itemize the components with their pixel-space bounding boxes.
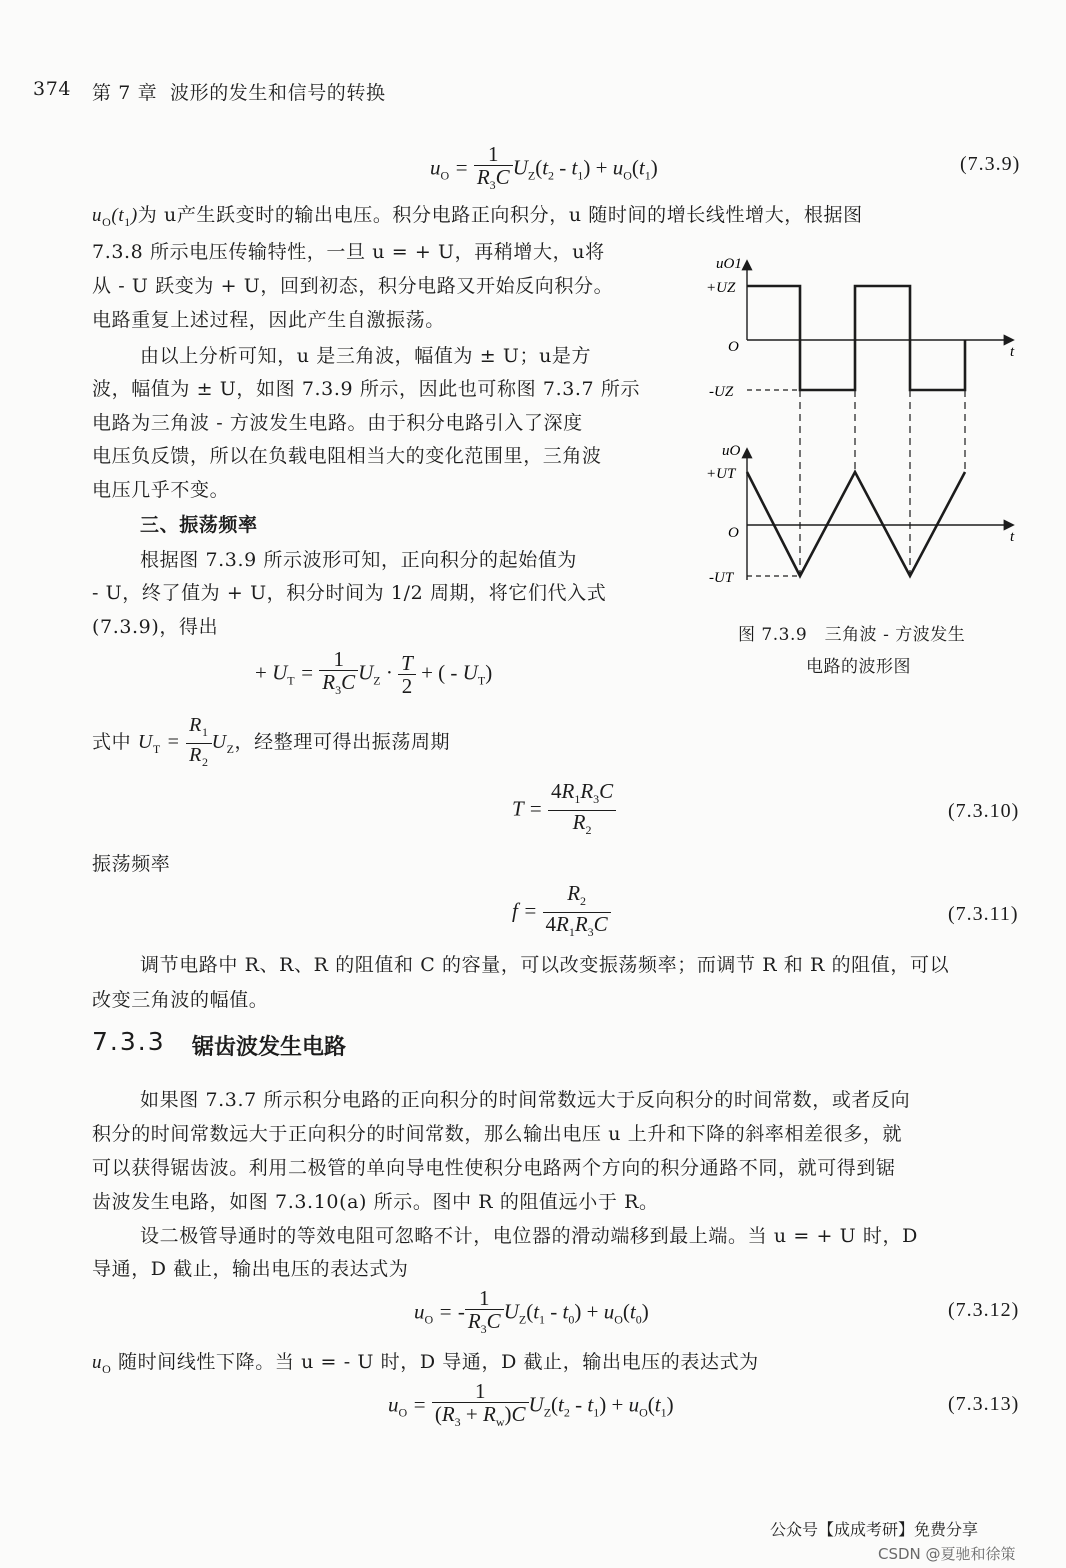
paragraph-line: 改变三角波的幅值。 <box>92 989 269 1011</box>
paragraph-line: 电路重复上述过程，因此产生自激振荡。 <box>92 309 445 331</box>
paragraph-line: 导通，D 截止，输出电压的表达式为 <box>92 1258 409 1280</box>
paragraph-line: 波，幅值为 ± U，如图 7.3.9 所示，因此也可称图 7.3.7 所示 <box>92 378 641 400</box>
top-minus-label: -UZ <box>709 384 734 400</box>
chapter-title: 波形的发生和信号的转换 <box>170 82 386 104</box>
figure-caption: 电路的波形图 <box>806 657 911 677</box>
paragraph-line: 积分的时间常数远大于正向积分的时间常数，那么输出电压 u 上升和下降的斜率相差很多，就 <box>92 1123 903 1145</box>
chapter-label: 第 7 章 <box>92 82 158 104</box>
top-ylabel: uO1 <box>716 256 742 272</box>
paragraph-line: 调节电路中 R、R、R 的阻值和 C 的容量，可以改变振荡频率；而调节 R 和 R 的阻值，可以 <box>140 954 950 976</box>
top-plus-label: +UZ <box>706 280 736 296</box>
bottom-t-label: t <box>1010 529 1015 545</box>
equation-739: $u_O$ = $\frac{1}{R_3C}$ $U_Z(t_2 - t_1) + u_O(t_1)$ <box>430 142 658 193</box>
paragraph-line: 电压几乎不变。 <box>92 479 230 501</box>
paragraph-line: 电路为三角波 - 方波发生电路。由于积分电路引入了深度 <box>92 412 583 434</box>
paragraph-line: 电压负反馈，所以在负载电阻相当大的变化范围里，三角波 <box>92 445 602 467</box>
share-note: 公众号【成成考研】免费分享 <box>770 1520 979 1539</box>
top-origin-label: O <box>728 339 739 355</box>
equation-number-7313: (7.3.13) <box>948 1393 1020 1415</box>
paragraph-line: $u_O$ 随时间线性下降。当 u = - U 时，D 导通，D 截止，输出电压的表达式为 <box>92 1351 759 1376</box>
paragraph-line: 7.3.8 所示电压传输特性，一旦 u = + U，再稍增大，u将 <box>92 241 605 263</box>
section-heading: 三、振荡频率 <box>140 514 258 536</box>
section-title: 锯齿波发生电路 <box>192 1034 347 1060</box>
bottom-ylabel: uO <box>722 443 741 459</box>
paragraph-line: - U，终了值为 + U，积分时间为 1/2 周期，将它们代入式 <box>92 582 607 604</box>
equation-7310: T = $\frac{4R_1R_3C}{R_2}$ <box>512 780 616 841</box>
equation-7311: f = $\frac{R_2}{4R_1R_3C}$ <box>512 882 611 943</box>
top-t-label: t <box>1010 344 1015 360</box>
paragraph-line: 振荡频率 <box>92 853 171 875</box>
paragraph-line: (7.3.9)，得出 <box>92 616 219 638</box>
paragraph-line: 式中 $U_T$ = $\frac{R_1}{R_2}$ $U_Z$，经整理可得出振荡周期 <box>92 714 451 769</box>
section-number: 7.3.3 <box>92 1027 166 1056</box>
paragraph-line: 设二极管导通时的等效电阻可忽略不计，电位器的滑动端移到最上端。当 u = + U 时，D <box>140 1225 918 1247</box>
paragraph-line: 可以获得锯齿波。利用二极管的单向导电性使积分电路两个方向的积分通路不同，就可得到锯 <box>92 1157 896 1179</box>
triangle-wave <box>747 472 965 576</box>
paragraph-line: 从 - U 跃变为 + U，回到初态，积分电路又开始反向积分。 <box>92 275 614 297</box>
waveform-figure <box>700 245 1030 595</box>
bottom-plus-label: +UT <box>706 466 736 482</box>
equation-number-7310: (7.3.10) <box>948 800 1020 822</box>
paragraph-line: 如果图 7.3.7 所示积分电路的正向积分的时间常数远大于反向积分的时间常数，或者反向 <box>140 1089 911 1111</box>
equation-7312: $u_O$ = - $\frac{1}{R_3C}$ $U_Z(t_1 - t_0) + u_O(t_0)$ <box>414 1286 649 1337</box>
square-wave <box>747 286 965 390</box>
equation-ut: + $U_T$ = $\frac{1}{R_3C}$ $U_Z$ · $\frac{T}{2}$ + ( - $U_T$) <box>255 647 493 699</box>
bottom-origin-label: O <box>728 525 739 541</box>
watermark: CSDN @夏驰和徐策 <box>878 1545 1016 1563</box>
paragraph-line: 根据图 7.3.9 所示波形可知，正向积分的起始值为 <box>140 549 578 571</box>
paragraph-line: 齿波发生电路，如图 7.3.10(a) 所示。图中 R 的阻值远小于 R。 <box>92 1191 659 1213</box>
equation-number-7312: (7.3.12) <box>948 1299 1020 1321</box>
page-number: 374 <box>33 78 72 100</box>
bottom-minus-label: -UT <box>709 570 734 586</box>
paragraph-line: $u_O(t_1)$为 u产生跃变时的输出电压。积分电路正向积分，u 随时间的增长线性增大，根据图 <box>92 204 863 229</box>
equation-7313: $u_O$ = $\frac{1}{(R_3 + R_w)C}$ $U_Z(t_2 - t_1) + u_O(t_1)$ <box>388 1379 674 1430</box>
equation-number-7311: (7.3.11) <box>948 903 1019 925</box>
figure-caption: 图 7.3.9 三角波 - 方波发生 <box>738 625 966 645</box>
equation-number-739: (7.3.9) <box>960 153 1021 175</box>
paragraph-line: 由以上分析可知，u 是三角波，幅值为 ± U；u是方 <box>140 345 592 367</box>
